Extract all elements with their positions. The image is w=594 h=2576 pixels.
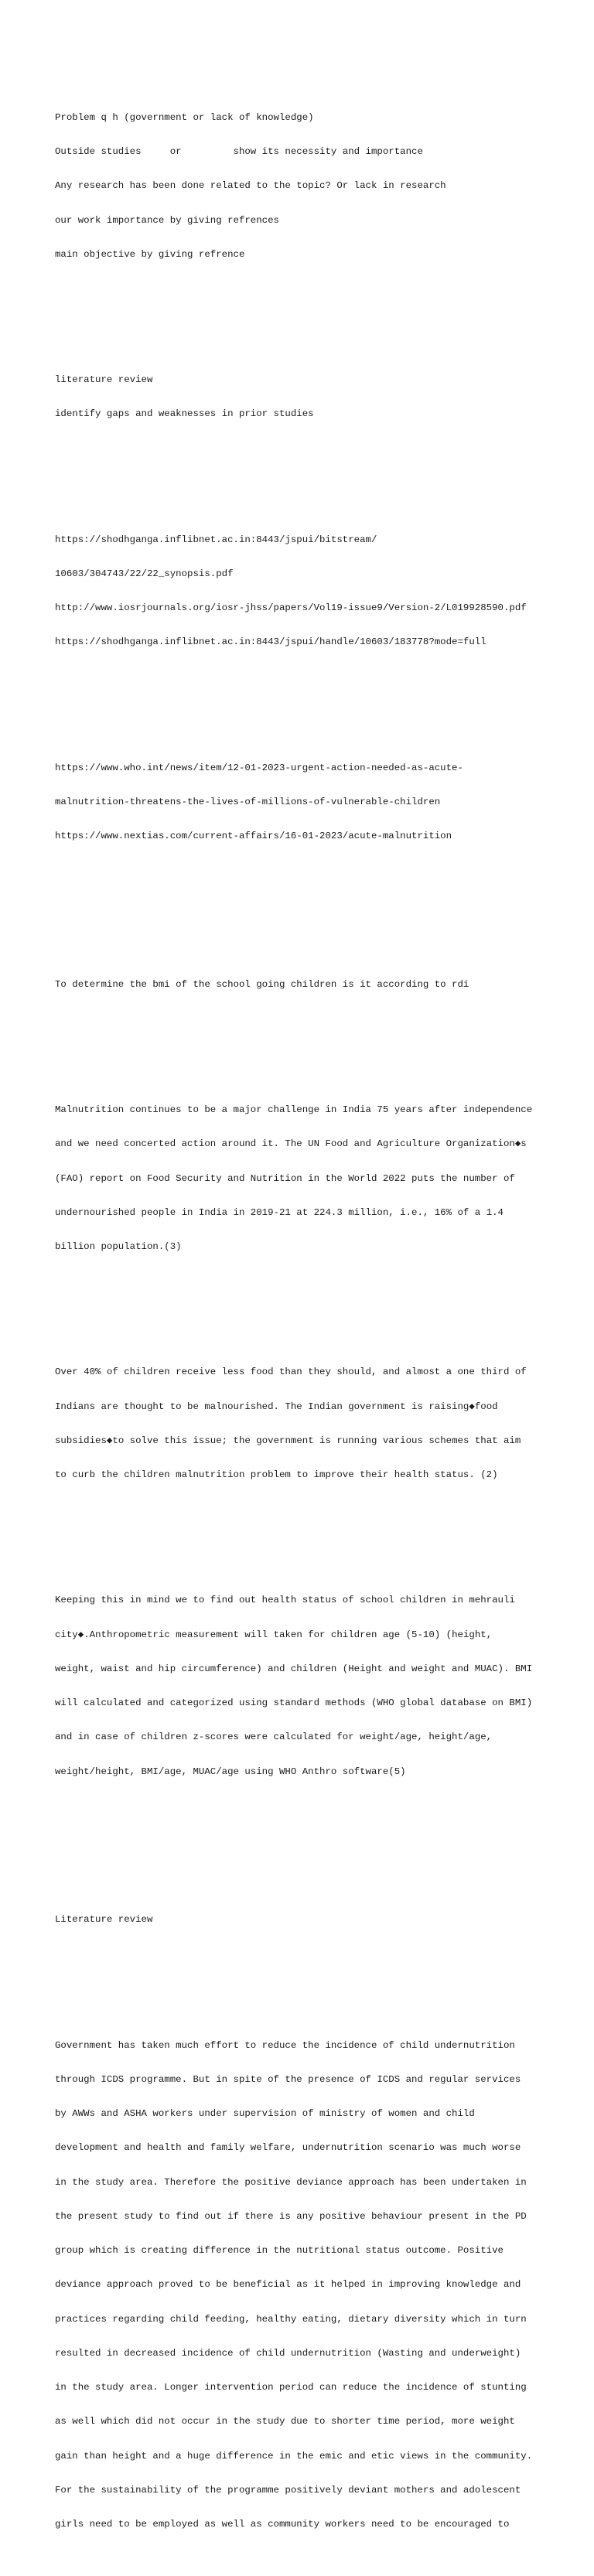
text-line: Government has taken much effort to reduce the incidence of child undernutrition	[55, 2039, 515, 2051]
problem-notes	[55, 89, 565, 283]
text-line: group which is creating difference in the nutritional status outcome. Positive	[55, 2245, 504, 2256]
text-line: For the sustainability of the programme positively deviant mothers and adolescent	[55, 2484, 521, 2496]
text-line: weight, waist and hip circumference) and children (Height and weight and MUAC). BMI	[55, 1663, 533, 1674]
text-line: to curb the children malnutrition problem to improve their health status. (2)	[55, 1469, 498, 1480]
reference-url: https://www.who.int/news/item/12-01-2023-urgent-action-needed-as-acute-	[55, 762, 463, 773]
objective-statement	[55, 956, 565, 1013]
text-line: resulted in decreased incidence of child undernutrition (Wasting and underweight)	[55, 2347, 521, 2359]
section-heading: Literature review	[55, 1914, 153, 1926]
text-line: subsidies◆to solve this issue; the government is running various schemes that aim	[55, 1435, 521, 1446]
text-line: undernourished people in India in 2019-21 at 224.3 million, i.e., 16% of a 1.4	[55, 1206, 504, 1218]
reference-links-1	[55, 511, 565, 671]
text-line: literature review	[55, 374, 153, 385]
text-line: gain than height and a huge difference in the emic and etic views in the community.	[55, 2450, 533, 2462]
text-line: Keeping this in mind we to find out health status of school children in mehrauli	[55, 1595, 515, 1606]
paragraph-literature-review	[55, 2017, 565, 2553]
reference-url: malnutrition-threatens-the-lives-of-millions-of-vulnerable-children	[55, 796, 441, 807]
text-line: weight/height, BMI/age, MUAC/age using WHO Anthro software(5)	[55, 1766, 406, 1777]
text-line: main objective by giving refrence	[55, 248, 245, 260]
document-page	[55, 55, 565, 2576]
paragraph-methodology	[55, 1572, 565, 1800]
text-line: (FAO) report on Food Security and Nutrition in the World 2022 puts the number of	[55, 1172, 515, 1184]
text-line: will calculated and categorized using standard methods (WHO global database on BMI)	[55, 1697, 533, 1708]
text-line: development and health and family welfare, undernutrition scenario was much worse	[55, 2142, 521, 2154]
literature-review-heading	[55, 1892, 565, 1949]
reference-url: https://shodhganga.inflibnet.ac.in:8443/jspui/bitstream/	[55, 534, 377, 545]
reference-url: 10603/304743/22/22_synopsis.pdf	[55, 568, 234, 579]
text-line: Outside studies or show its necessity and importance	[55, 146, 423, 157]
reference-url: https://shodhganga.inflibnet.ac.in:8443/jspui/handle/10603/183778?mode=full	[55, 636, 486, 648]
text-line: in the study area. Therefore the positive deviance approach has been undertaken in	[55, 2176, 527, 2188]
text-line: through ICDS programme. But in spite of the presence of ICDS and regular services	[55, 2073, 521, 2085]
text-line: city◆.Anthropometric measurement will taken for children age (5-10) (height,	[55, 1629, 493, 1640]
text-line: by AWWs and ASHA workers under supervision of ministry of women and child	[55, 2108, 475, 2119]
text-line: practices regarding child feeding, healthy eating, dietary diversity which in turn	[55, 2313, 527, 2325]
text-line: Malnutrition continues to be a major challenge in India 75 years after independence	[55, 1104, 533, 1115]
literature-notes	[55, 352, 565, 443]
paragraph-malnutrition	[55, 1082, 565, 1276]
text-line: deviance approach proved to be beneficial as it helped in improving knowledge and	[55, 2279, 521, 2291]
text-line: billion population.(3)	[55, 1241, 182, 1252]
text-line: To determine the bmi of the school going children is it according to rdi	[55, 978, 469, 990]
reference-url: http://www.iosrjournals.org/iosr-jhss/papers/Vol19-issue9/Version-2/L019928590.pdf	[55, 602, 527, 613]
text-line: Indians are thought to be malnourished. The Indian government is raising◆food	[55, 1401, 498, 1412]
text-line: the present study to find out if there is any positive behaviour present in the PD	[55, 2210, 527, 2222]
text-line: and we need concerted action around it. The UN Food and Agriculture Organization◆s	[55, 1138, 527, 1150]
text-line: girls need to be employed as well as community workers need to be encouraged to	[55, 2519, 510, 2530]
text-line: Over 40% of children receive less food than they should, and almost a one third of	[55, 1366, 527, 1378]
text-line: Any research has been done related to the topic? Or lack in research	[55, 180, 446, 192]
text-line: as well which did not occur in the study due to shorter time period, more weight	[55, 2416, 515, 2428]
text-line: in the study area. Longer intervention period can reduce the incidence of stunting	[55, 2382, 527, 2393]
paragraph-food-subsidies	[55, 1344, 565, 1504]
reference-url: https://www.nextias.com/current-affairs/16-01-2023/acute-malnutrition	[55, 831, 452, 841]
text-line: Problem q h (government or lack of knowledge)	[55, 111, 314, 123]
text-line: and in case of children z-scores were calculated for weight/age, height/age,	[55, 1732, 493, 1743]
text-line: identify gaps and weaknesses in prior studies	[55, 408, 314, 420]
reference-links-2	[55, 739, 565, 865]
text-line: our work importance by giving refrences	[55, 214, 279, 226]
